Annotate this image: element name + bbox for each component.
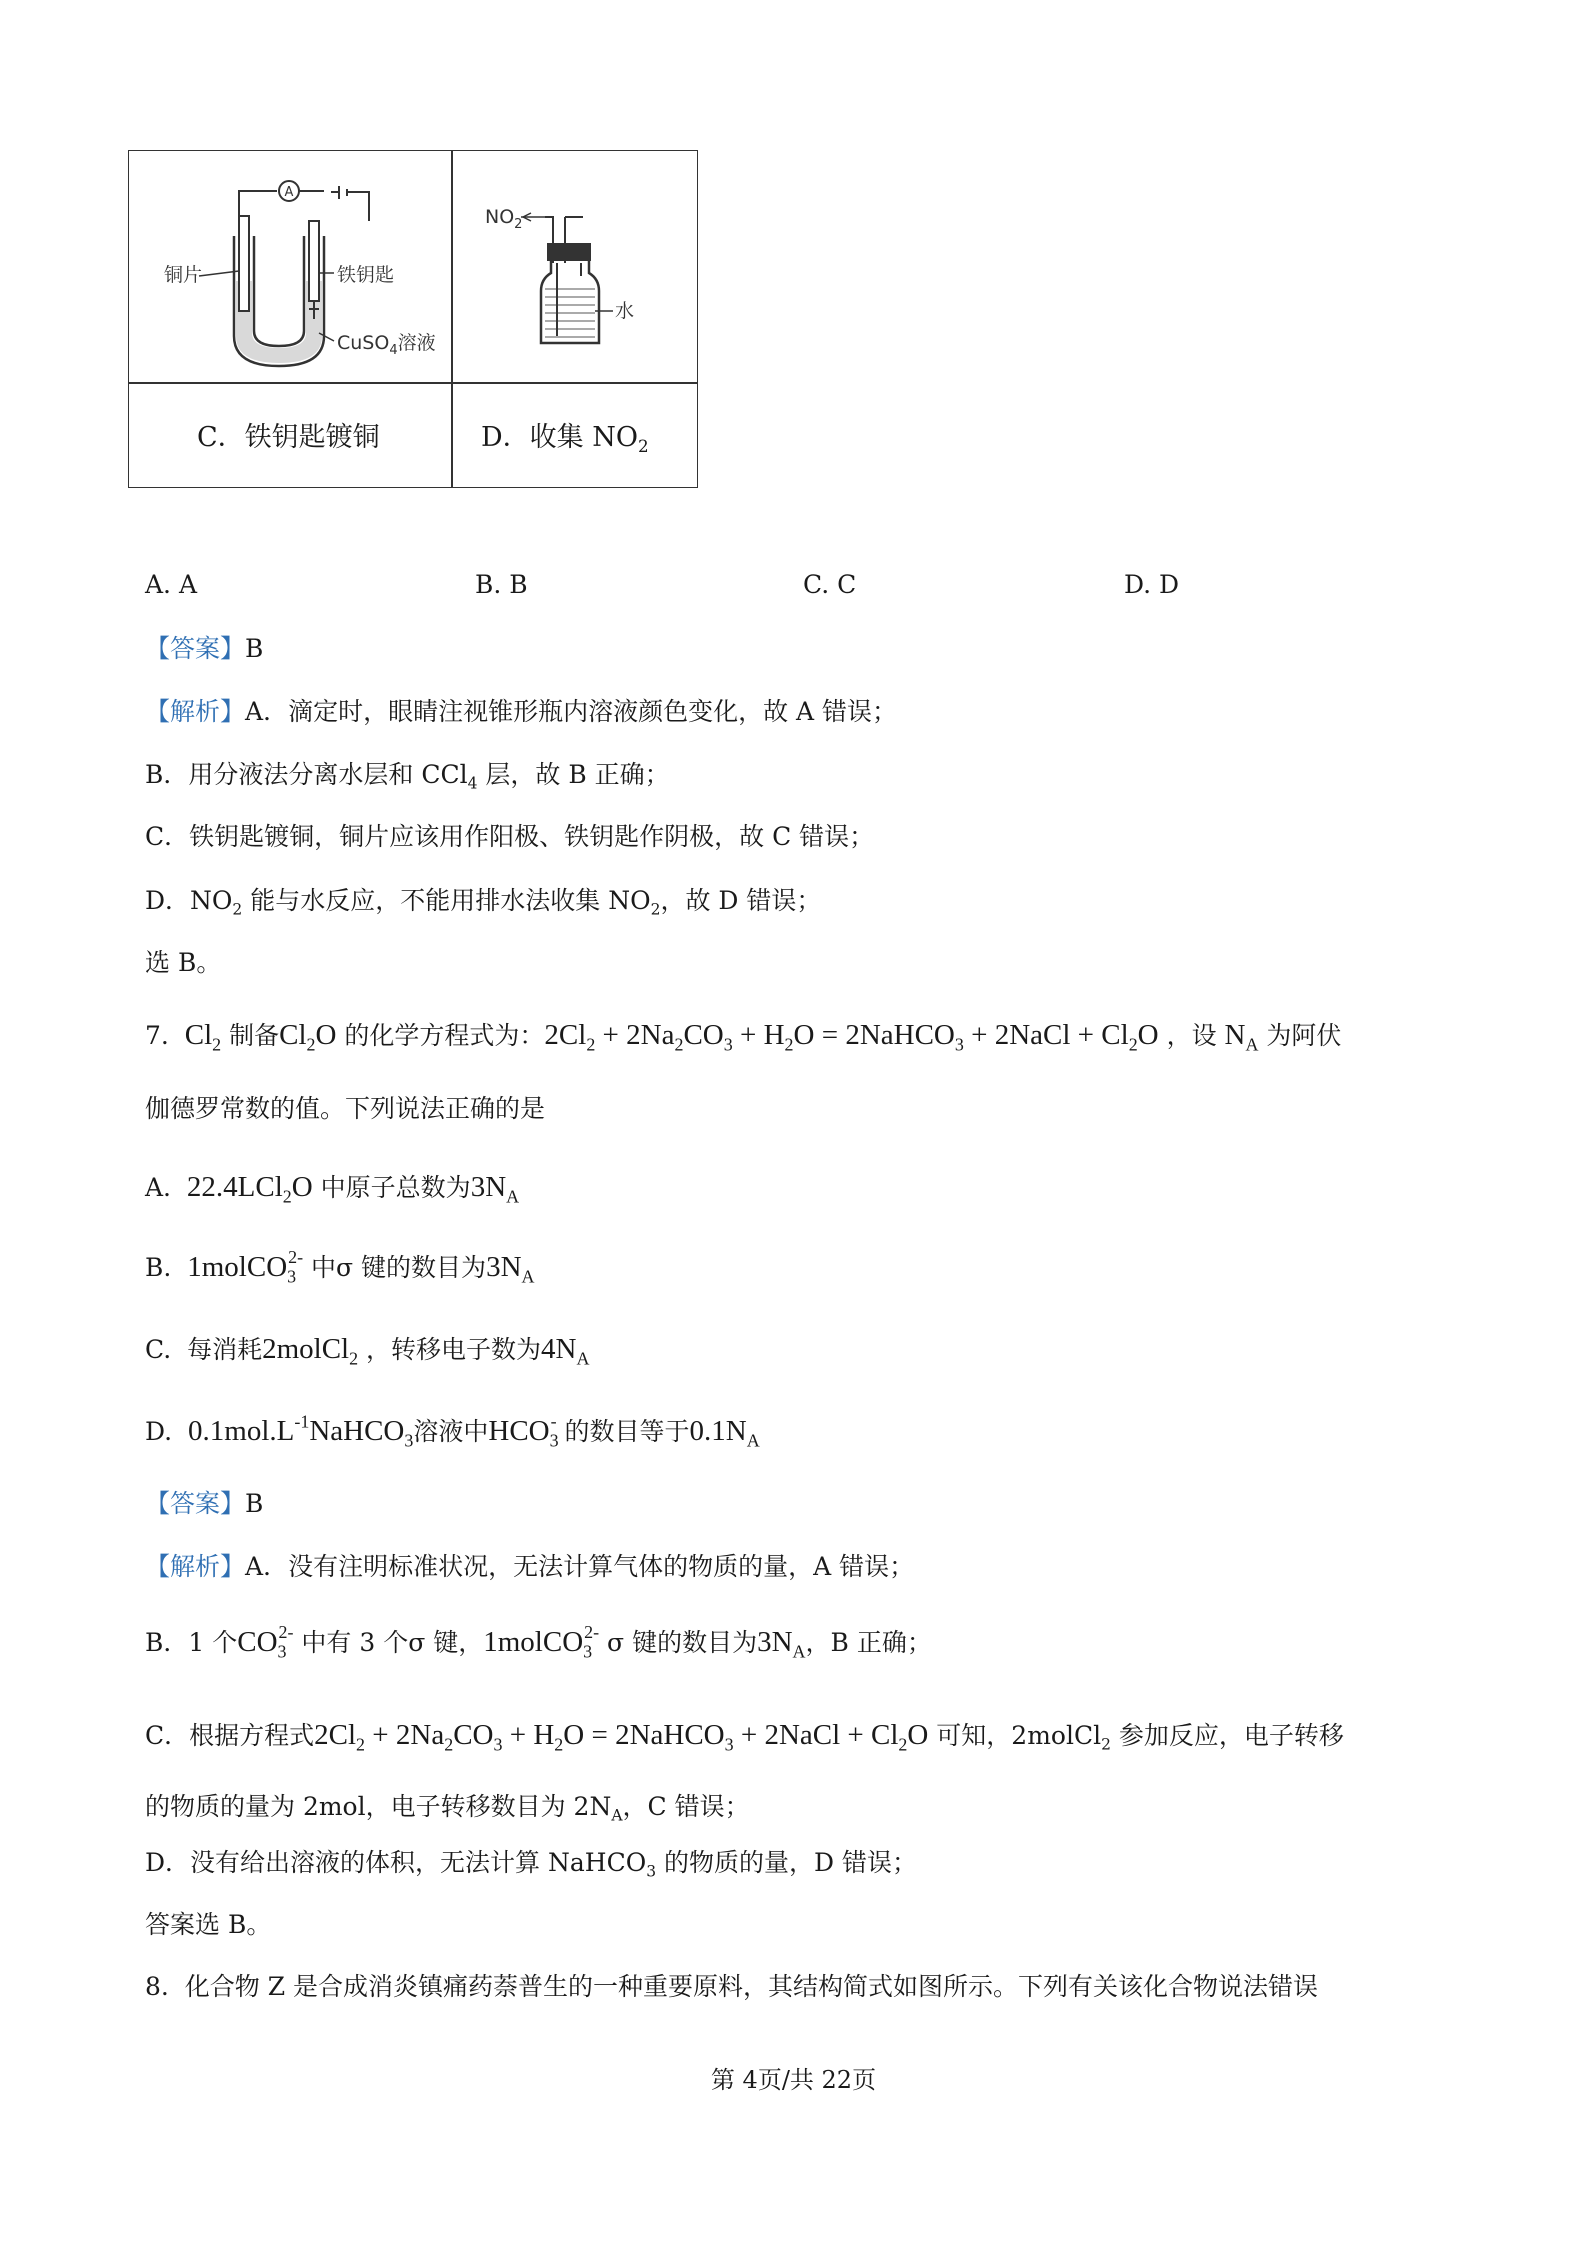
gas-collecting-bottle-diagram bbox=[453, 151, 699, 382]
svg-text:NO2: $NO_2$ bbox=[485, 206, 523, 232]
table-divider-horizontal bbox=[129, 382, 697, 384]
q7-analysis-d: D．没有给出溶液的体积，无法计算 NaHCO$_3$ 的物质的量，D 错误； bbox=[145, 1848, 918, 1881]
q6-option-a: A. A bbox=[145, 570, 198, 599]
q6-option-d: D. D bbox=[1124, 570, 1180, 599]
q6-conclusion: 选 B。 bbox=[145, 948, 222, 977]
q7-option-d: D. $0.1mol.L^{-1}NaHCO_3$溶液中$HCO_3^-$ 的数目等于$0.1N_A$ bbox=[145, 1411, 760, 1451]
q7-analysis-b: B．1 个$CO_3^{2-}$ 中有 3 个σ 键，1molCO$_3^{2-}$ σ 键的数目为$3N_A$，B 正确； bbox=[145, 1622, 932, 1662]
q6-answer: 【答案】B bbox=[145, 634, 264, 663]
q7-option-c: C. 每消耗2molCl$_2$ ，转移电子数为$4N_A$ bbox=[145, 1333, 590, 1369]
svg-text:铁钥匙: 铁钥匙 bbox=[337, 264, 395, 286]
q7-analysis-c: C．根据方程式$2Cl_2 + 2Na_2CO_3 + H_2O$ = 2NaHCO$_3$ + 2NaCl + $Cl_2O$ 可知，2molCl$_2$ 参加反应，电子转移 bbox=[145, 1719, 1344, 1755]
q6-analysis-a: 【解析】A．滴定时，眼睛注视锥形瓶内溶液颜色变化，故 A 错误； bbox=[145, 697, 898, 726]
svg-text:水: 水 bbox=[615, 300, 635, 322]
q7-answer: 【答案】B bbox=[145, 1489, 264, 1518]
q7-analysis-a: 【解析】A．没有注明标准状况，无法计算气体的物质的量，A 错误； bbox=[145, 1552, 915, 1581]
q7-option-b: B. 1molCO$_3^{2-}$ 中σ 键的数目为$3N_A$ bbox=[145, 1247, 535, 1287]
q7-option-a: A. 22.4LCl$_2$O 中原子总数为$3N_A$ bbox=[145, 1171, 520, 1207]
q6-option-c: C. C bbox=[803, 570, 857, 599]
svg-text:CuSO4溶液: CuSO$_4$溶液 bbox=[337, 332, 436, 358]
caption-option-c: C．铁钥匙镀铜 bbox=[197, 422, 380, 453]
figure-table bbox=[128, 150, 698, 488]
q6-analysis-b: B．用分液法分离水层和 CCl$_4$ 层，故 B 正确； bbox=[145, 760, 670, 793]
q8-stem: 8. 化合物 Z 是合成消炎镇痛药萘普生的一种重要原料，其结构简式如图所示。下列有关该化合物说法错误 bbox=[145, 1972, 1319, 2001]
q6-analysis-c: C．铁钥匙镀铜，铜片应该用作阳极、铁钥匙作阴极，故 C 错误； bbox=[145, 822, 875, 851]
q7-stem-line2: 伽德罗常数的值。下列说法正确的是 bbox=[145, 1094, 546, 1123]
svg-text:A: A bbox=[284, 185, 294, 200]
q6-analysis-d: D．$NO_2$ 能与水反应，不能用排水法收集 $NO_2$，故 D 错误； bbox=[145, 886, 822, 919]
q7-stem-line1: 7. $Cl_2$ 制备$Cl_2O$ 的化学方程式为：$2Cl_2 + 2Na_2CO_3 + H_2O$ = 2NaHCO$_3$ + 2NaCl + $Cl_2O$ ，设 $N_A$ 为阿伏 bbox=[145, 1019, 1342, 1055]
svg-text:铜片: 铜片 bbox=[164, 264, 203, 286]
q7-analysis-c-cont: 的物质的量为 2mol，电子转移数目为 $2N_A$，C 错误； bbox=[145, 1792, 750, 1825]
q6-option-b: B. B bbox=[475, 570, 528, 599]
q7-conclusion: 答案选 B。 bbox=[145, 1910, 272, 1939]
page-footer: 第 4页/共 22页 bbox=[710, 2066, 877, 2094]
caption-option-d: D．收集 $NO_2$ bbox=[481, 422, 649, 456]
u-tube-electroplating-diagram bbox=[129, 151, 451, 382]
